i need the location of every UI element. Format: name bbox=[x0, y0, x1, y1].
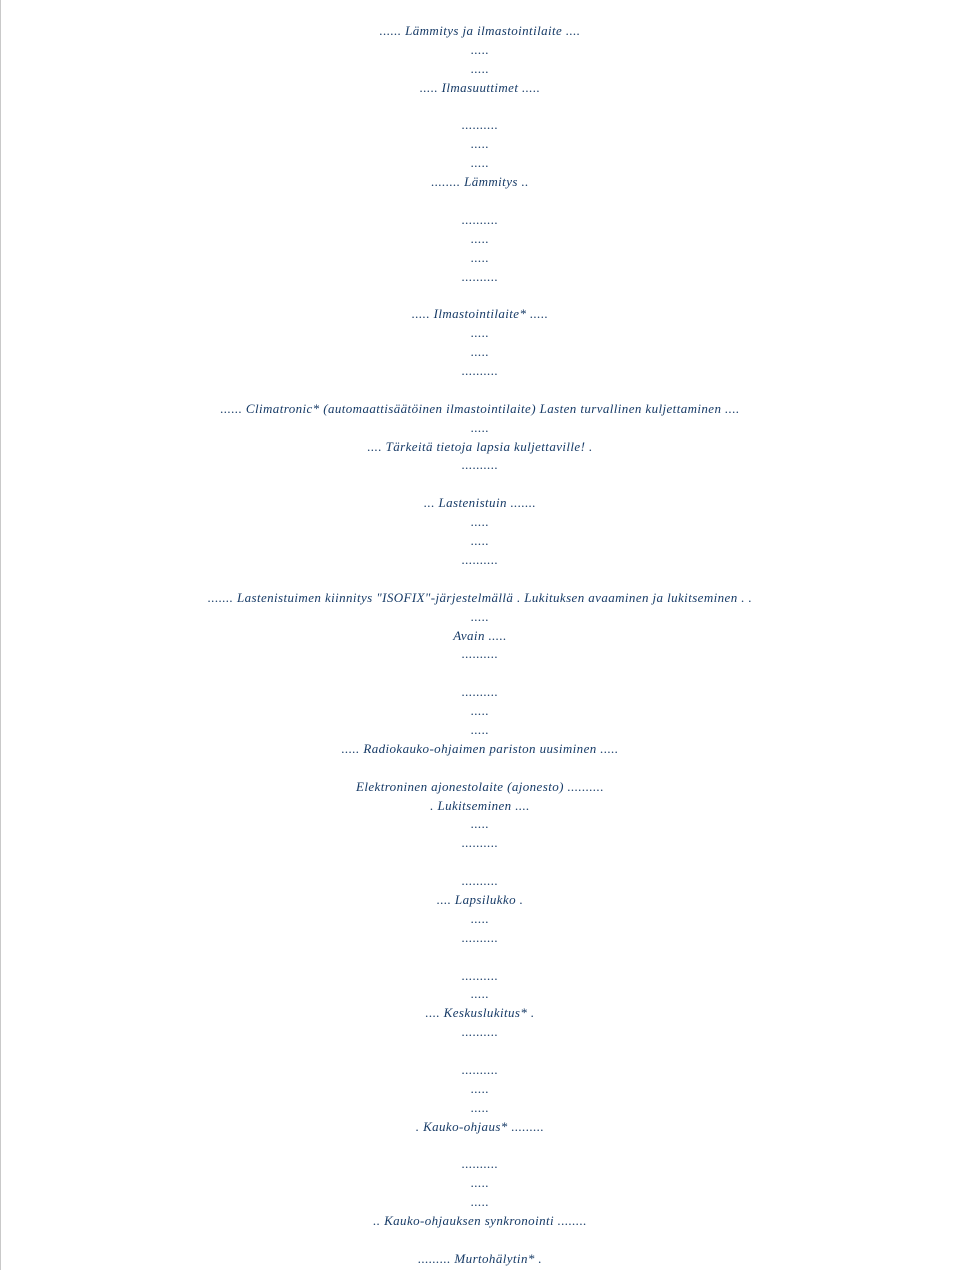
toc-line: ..... bbox=[470, 1175, 490, 1191]
toc-line: .......... bbox=[461, 457, 499, 473]
toc-line: ..... bbox=[470, 60, 490, 76]
toc-line bbox=[0, 192, 960, 211]
toc-line: . Kauko-ohjaus* ......... bbox=[415, 1118, 545, 1134]
toc-line: Avain ..... bbox=[453, 627, 507, 643]
toc-line: ..... bbox=[470, 816, 490, 832]
toc-line: ..... bbox=[470, 1194, 490, 1210]
toc-line: .......... bbox=[461, 1024, 499, 1040]
toc-line: .......... bbox=[461, 551, 499, 567]
toc-line: .......... bbox=[461, 268, 499, 284]
toc-line bbox=[0, 948, 960, 967]
toc-line: .......... bbox=[461, 211, 499, 227]
toc-line: .......... bbox=[461, 967, 499, 983]
toc-line: .......... bbox=[461, 363, 499, 379]
toc-line bbox=[0, 853, 960, 872]
toc-line: .... Tärkeitä tietoja lapsia kuljettaville! . bbox=[367, 438, 593, 454]
toc-line: ..... bbox=[470, 703, 490, 719]
toc-line bbox=[0, 98, 960, 117]
toc-line: .......... bbox=[461, 646, 499, 662]
toc-line: ..... bbox=[470, 1099, 490, 1115]
toc-line: .. Kauko-ohjauksen synkronointi ........ bbox=[373, 1213, 587, 1229]
toc-line bbox=[0, 570, 960, 589]
toc-line: .... Keskuslukitus* . bbox=[425, 1005, 535, 1021]
toc-line: ..... Ilmasuuttimet ..... bbox=[419, 79, 541, 95]
toc-line: ..... bbox=[470, 344, 490, 360]
toc-line: .......... bbox=[461, 929, 499, 945]
toc-line: .... Lapsilukko . bbox=[436, 891, 524, 907]
toc-line bbox=[0, 381, 960, 400]
toc-line: ..... bbox=[470, 514, 490, 530]
toc-line: .......... bbox=[461, 684, 499, 700]
toc-line: ..... bbox=[470, 230, 490, 246]
toc-line: ..... bbox=[470, 1080, 490, 1096]
toc-line: ..... bbox=[470, 155, 490, 171]
toc-line: ..... Ilmastointilaite* ..... bbox=[411, 306, 549, 322]
toc-line: . Lukitseminen .... bbox=[430, 797, 530, 813]
toc-line: .......... bbox=[461, 873, 499, 889]
toc-line: ..... bbox=[470, 608, 490, 624]
toc-line: Elektroninen ajonestolaite (ajonesto) .......... bbox=[356, 778, 604, 794]
toc-line: .......... bbox=[461, 1156, 499, 1172]
toc-line: ..... Radiokauko-ohjaimen pariston uusiminen ..... bbox=[341, 740, 619, 756]
toc-line: .......... bbox=[461, 117, 499, 133]
toc-line: ......... Murtohälytin* . bbox=[417, 1250, 543, 1266]
toc-line: ..... bbox=[470, 910, 490, 926]
toc-line bbox=[0, 475, 960, 494]
toc-line: .......... bbox=[461, 835, 499, 851]
toc-line: ..... bbox=[470, 419, 490, 435]
toc-line: ...... Climatronic* (automaattisäätöinen ilmastointilaite) Lasten turvallinen kuljettaminen .... bbox=[220, 400, 740, 416]
table-of-contents bbox=[0, 22, 960, 1269]
toc-line: ..... bbox=[470, 249, 490, 265]
toc-line: ....... Lastenistuimen kiinnitys "ISOFIX"-järjestelmällä . Lukituksen avaaminen ja lukitseminen . . bbox=[207, 589, 753, 605]
toc-line: ...... Lämmitys ja ilmastointilaite .... bbox=[379, 23, 581, 38]
toc-line: ..... bbox=[470, 136, 490, 152]
toc-line: ..... bbox=[470, 721, 490, 737]
toc-line bbox=[0, 1231, 960, 1250]
toc-line: ..... bbox=[470, 533, 490, 549]
toc-line: .......... bbox=[461, 1061, 499, 1077]
toc-line: ..... bbox=[470, 41, 490, 57]
toc-line: ... Lastenistuin ....... bbox=[423, 495, 537, 511]
toc-line bbox=[0, 759, 960, 778]
toc-line bbox=[0, 286, 960, 305]
toc-line: ..... bbox=[470, 986, 490, 1002]
toc-line: ........ Lämmitys .. bbox=[431, 174, 529, 190]
toc-line: ..... bbox=[470, 325, 490, 341]
toc-line bbox=[0, 1042, 960, 1061]
toc-line bbox=[0, 1137, 960, 1156]
toc-line bbox=[0, 664, 960, 683]
